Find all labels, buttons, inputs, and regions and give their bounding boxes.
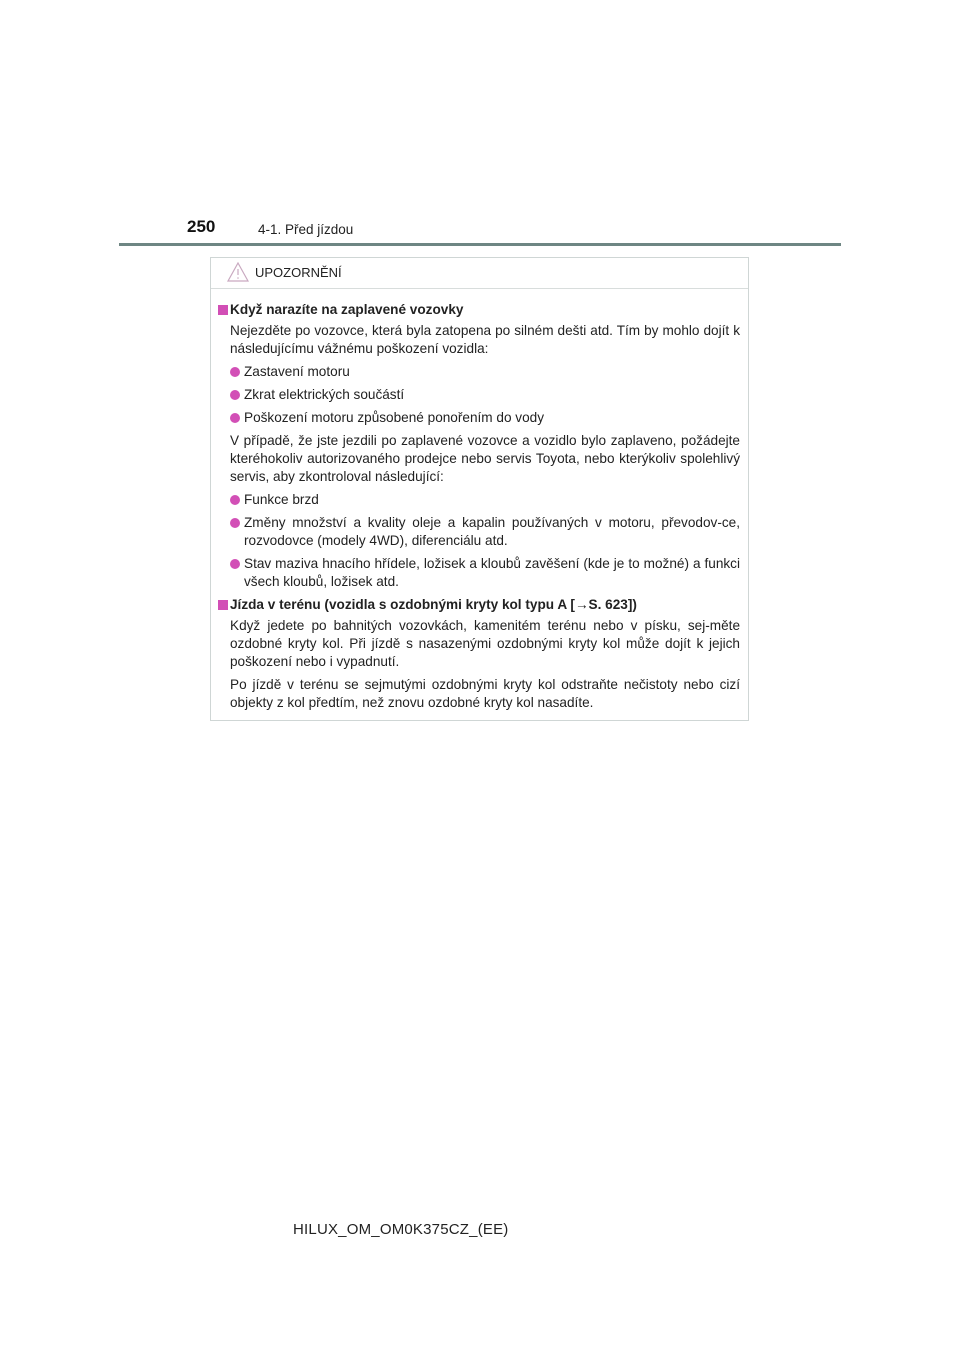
list-item: Zastavení motoru: [230, 363, 740, 381]
section-title: 4-1. Před jízdou: [258, 222, 354, 237]
circle-bullet-icon: [230, 495, 240, 505]
circle-bullet-icon: [230, 518, 240, 528]
footer-code: HILUX_OM_OM0K375CZ_(EE): [293, 1221, 509, 1238]
warning-triangle-icon: [227, 262, 249, 282]
warning-box: [210, 257, 749, 721]
circle-bullet-icon: [230, 413, 240, 423]
page-number: 250: [187, 217, 216, 236]
warning-header: [211, 258, 748, 289]
circle-bullet-icon: [230, 390, 240, 400]
offroad-para1: Když jedete po bahnitých vozovkách, kamenitém terénu nebo v písku, sej-měte ozdobné kryty kol. Při jízdě s nasazenými ozdobnými kryty kol může dojít k jejich poškození nebo i vypadnutí.: [230, 618, 740, 669]
section-heading-offroad: Jízda v terénu (vozidla s ozdobnými kryty kol typu A [→S. 623]): [218, 596, 740, 614]
flooded-para2: V případě, že jste jezdili po zaplavené vozovce a vozidlo bylo zaplaveno, požádejte kteréhokoliv autorizovaného prodejce nebo servis Toyota, nebo kterýkoliv spolehlivý servis, aby zkontroloval následující:: [230, 433, 740, 484]
warning-body: [211, 289, 748, 712]
circle-bullet-icon: [230, 367, 240, 377]
flooded-intro: Nejezděte po vozovce, která byla zatopena po silném dešti atd. Tím by mohlo dojít k následujícímu vážnému poškození vozidla:: [230, 323, 740, 356]
list-item: Poškození motoru způsobené ponořením do vody: [230, 409, 740, 427]
section-heading-flooded-roads: Když narazíte na zaplavené vozovky: [218, 301, 740, 319]
list-item: Funkce brzd: [230, 491, 740, 509]
warning-label: UPOZORNĚNÍ: [255, 265, 342, 280]
list-item: Zkrat elektrických součástí: [230, 386, 740, 404]
offroad-para2: Po jízdě v terénu se sejmutými ozdobnými kryty kol odstraňte nečistoty nebo cizí objekty z kol předtím, než znovu ozdobné kryty kol nasadíte.: [230, 677, 740, 710]
list-item: Změny množství a kvality oleje a kapalin používaných v motoru, převodov-ce, rozvodovce (modely 4WD), diferenciálu atd.: [230, 514, 740, 550]
square-bullet-icon: [218, 305, 228, 315]
square-bullet-icon: [218, 600, 228, 610]
list-item: Stav maziva hnacího hřídele, ložisek a kloubů zavěšení (kde je to možné) a funkci všech kloubů, ložisek atd.: [230, 555, 740, 591]
header-rule: [119, 243, 841, 246]
circle-bullet-icon: [230, 559, 240, 569]
